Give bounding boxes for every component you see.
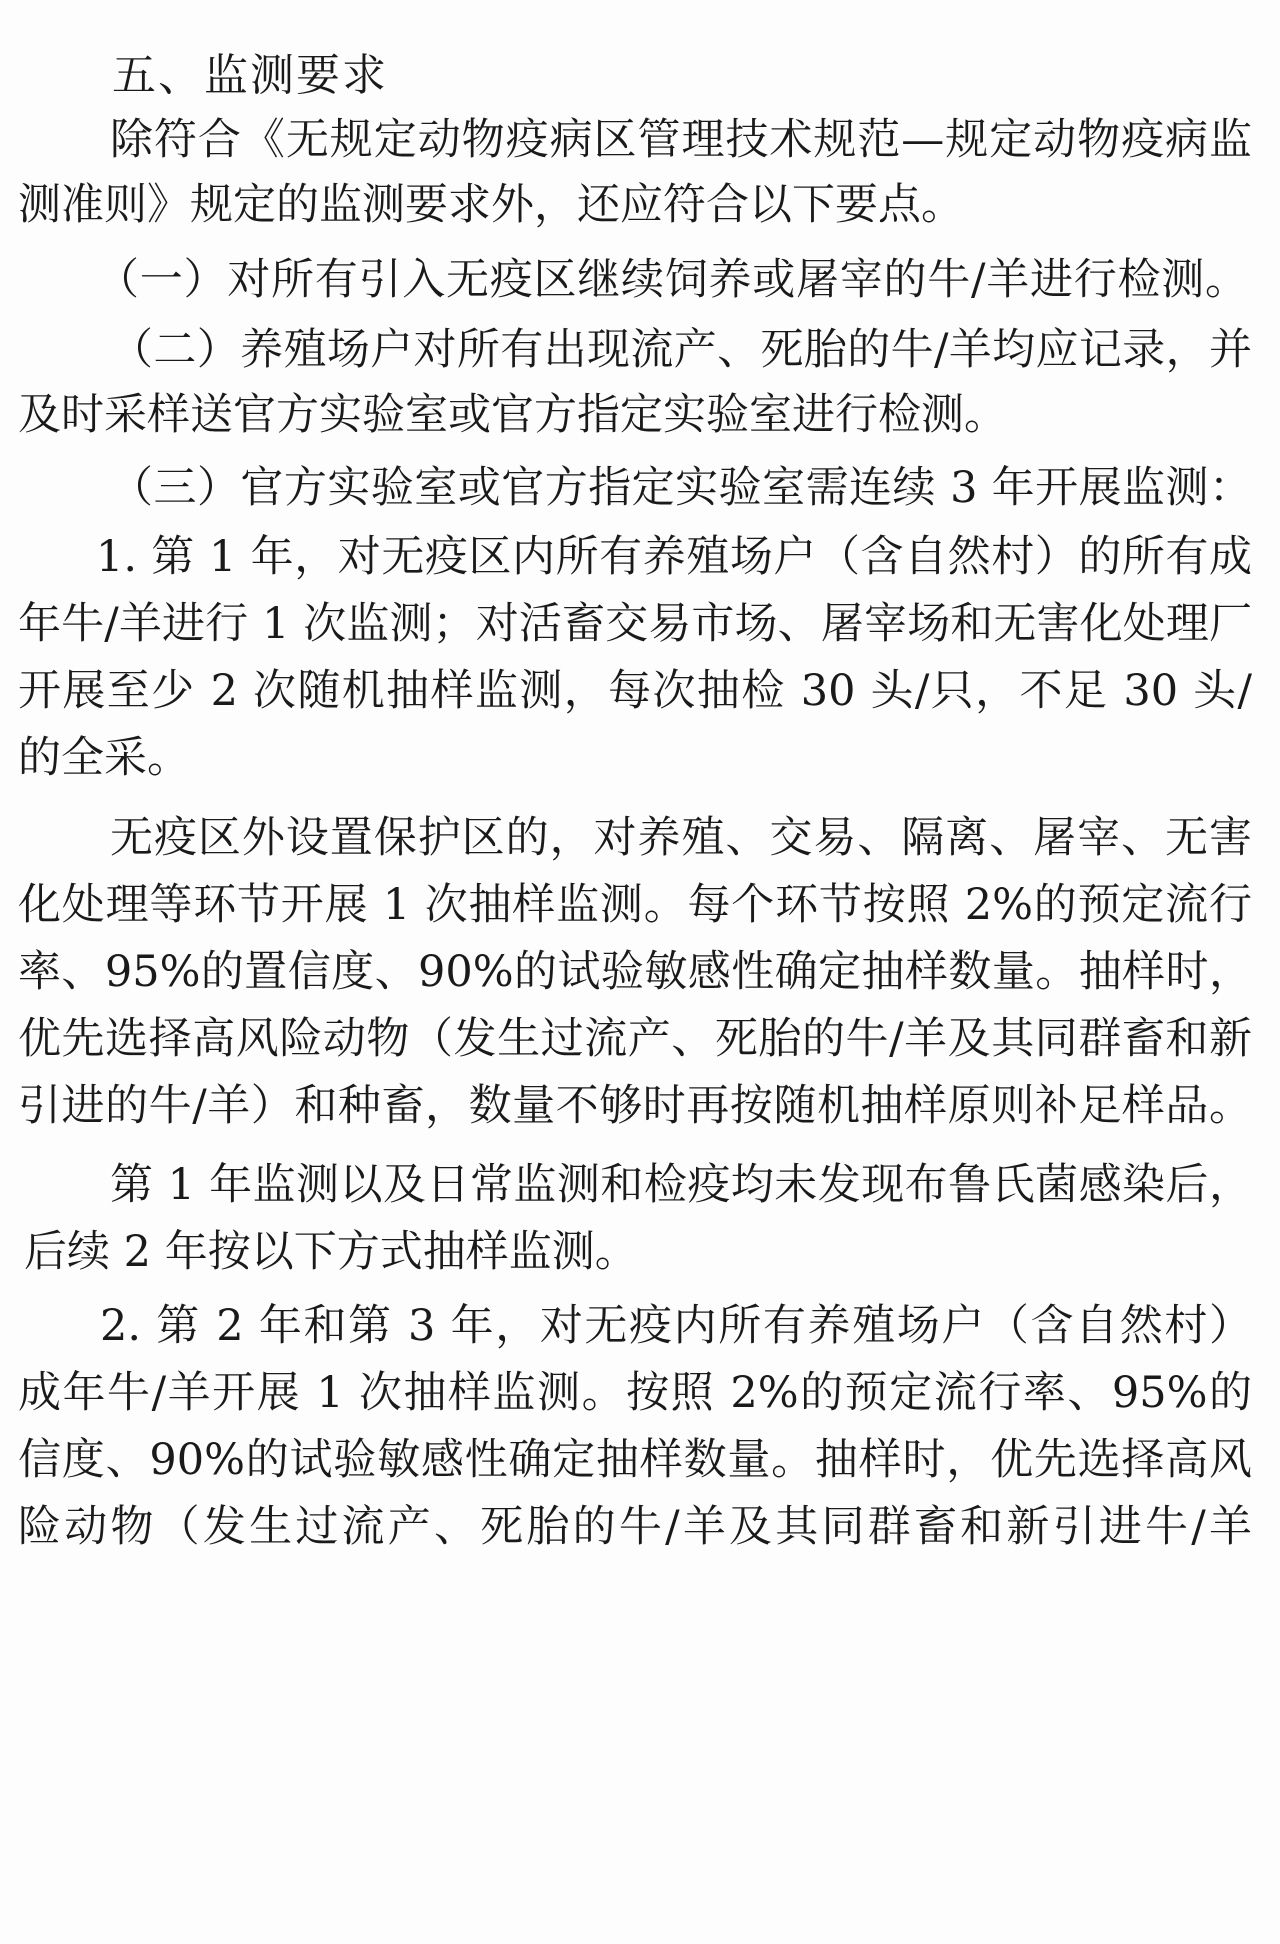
- paragraph-line: 成年牛/羊开展 1 次抽样监测。按照 2%的预定流行率、95%的: [18, 1368, 1252, 1418]
- paragraph-line: 第 1 年监测以及日常监测和检疫均未发现布鲁氏菌感染后，: [110, 1160, 1252, 1210]
- paragraph-line: 无疫区外设置保护区的，对养殖、交易、隔离、屠宰、无害: [110, 813, 1252, 863]
- paragraph-line: 及时采样送官方实验室或官方指定实验室进行检测。: [18, 390, 1007, 440]
- paragraph-line: 年牛/羊进行 1 次监测；对活畜交易市场、屠宰场和无害化处理厂: [18, 599, 1252, 649]
- paragraph-line: 2. 第 2 年和第 3 年，对无疫内所有养殖场户（含自然村）: [100, 1301, 1252, 1351]
- paragraph-line: 率、95%的置信度、90%的试验敏感性确定抽样数量。抽样时，: [18, 947, 1252, 997]
- paragraph-line: 信度、90%的试验敏感性确定抽样数量。抽样时，优先选择高风: [18, 1435, 1252, 1485]
- paragraph-line: 优先选择高风险动物（发生过流产、死胎的牛/羊及其同群畜和新: [18, 1014, 1252, 1064]
- paragraph-line: 开展至少 2 次随机抽样监测，每次抽检 30 头/只，不足 30 头/: [18, 666, 1252, 716]
- paragraph-line: 引进的牛/羊）和种畜，数量不够时再按随机抽样原则补足样品。: [18, 1081, 1252, 1131]
- paragraph-line: 的全采。: [18, 733, 190, 783]
- paragraph-line: 险动物（发生过流产、死胎的牛/羊及其同群畜和新引进牛/羊: [18, 1502, 1252, 1552]
- paragraph-line: （一）对所有引入无疫区继续饲养或屠宰的牛/羊进行检测。: [96, 255, 1248, 305]
- paragraph-line: 测准则》规定的监测要求外，还应符合以下要点。: [18, 180, 964, 230]
- paragraph-line: 后续 2 年按以下方式抽样监测。: [24, 1227, 638, 1277]
- paragraph-line: 化处理等环节开展 1 次抽样监测。每个环节按照 2%的预定流行: [18, 880, 1252, 930]
- paragraph-line: 1. 第 1 年，对无疫区内所有养殖场户（含自然村）的所有成: [96, 532, 1252, 582]
- section-heading: 五、监测要求: [112, 50, 388, 101]
- paragraph-line: （三）官方实验室或官方指定实验室需连续 3 年开展监测：: [110, 463, 1252, 513]
- paragraph-line: 除符合《无规定动物疫病区管理技术规范—规定动物疫病监: [110, 115, 1252, 165]
- paragraph-line: （二）养殖场户对所有出现流产、死胎的牛/羊均应记录，并: [110, 325, 1252, 375]
